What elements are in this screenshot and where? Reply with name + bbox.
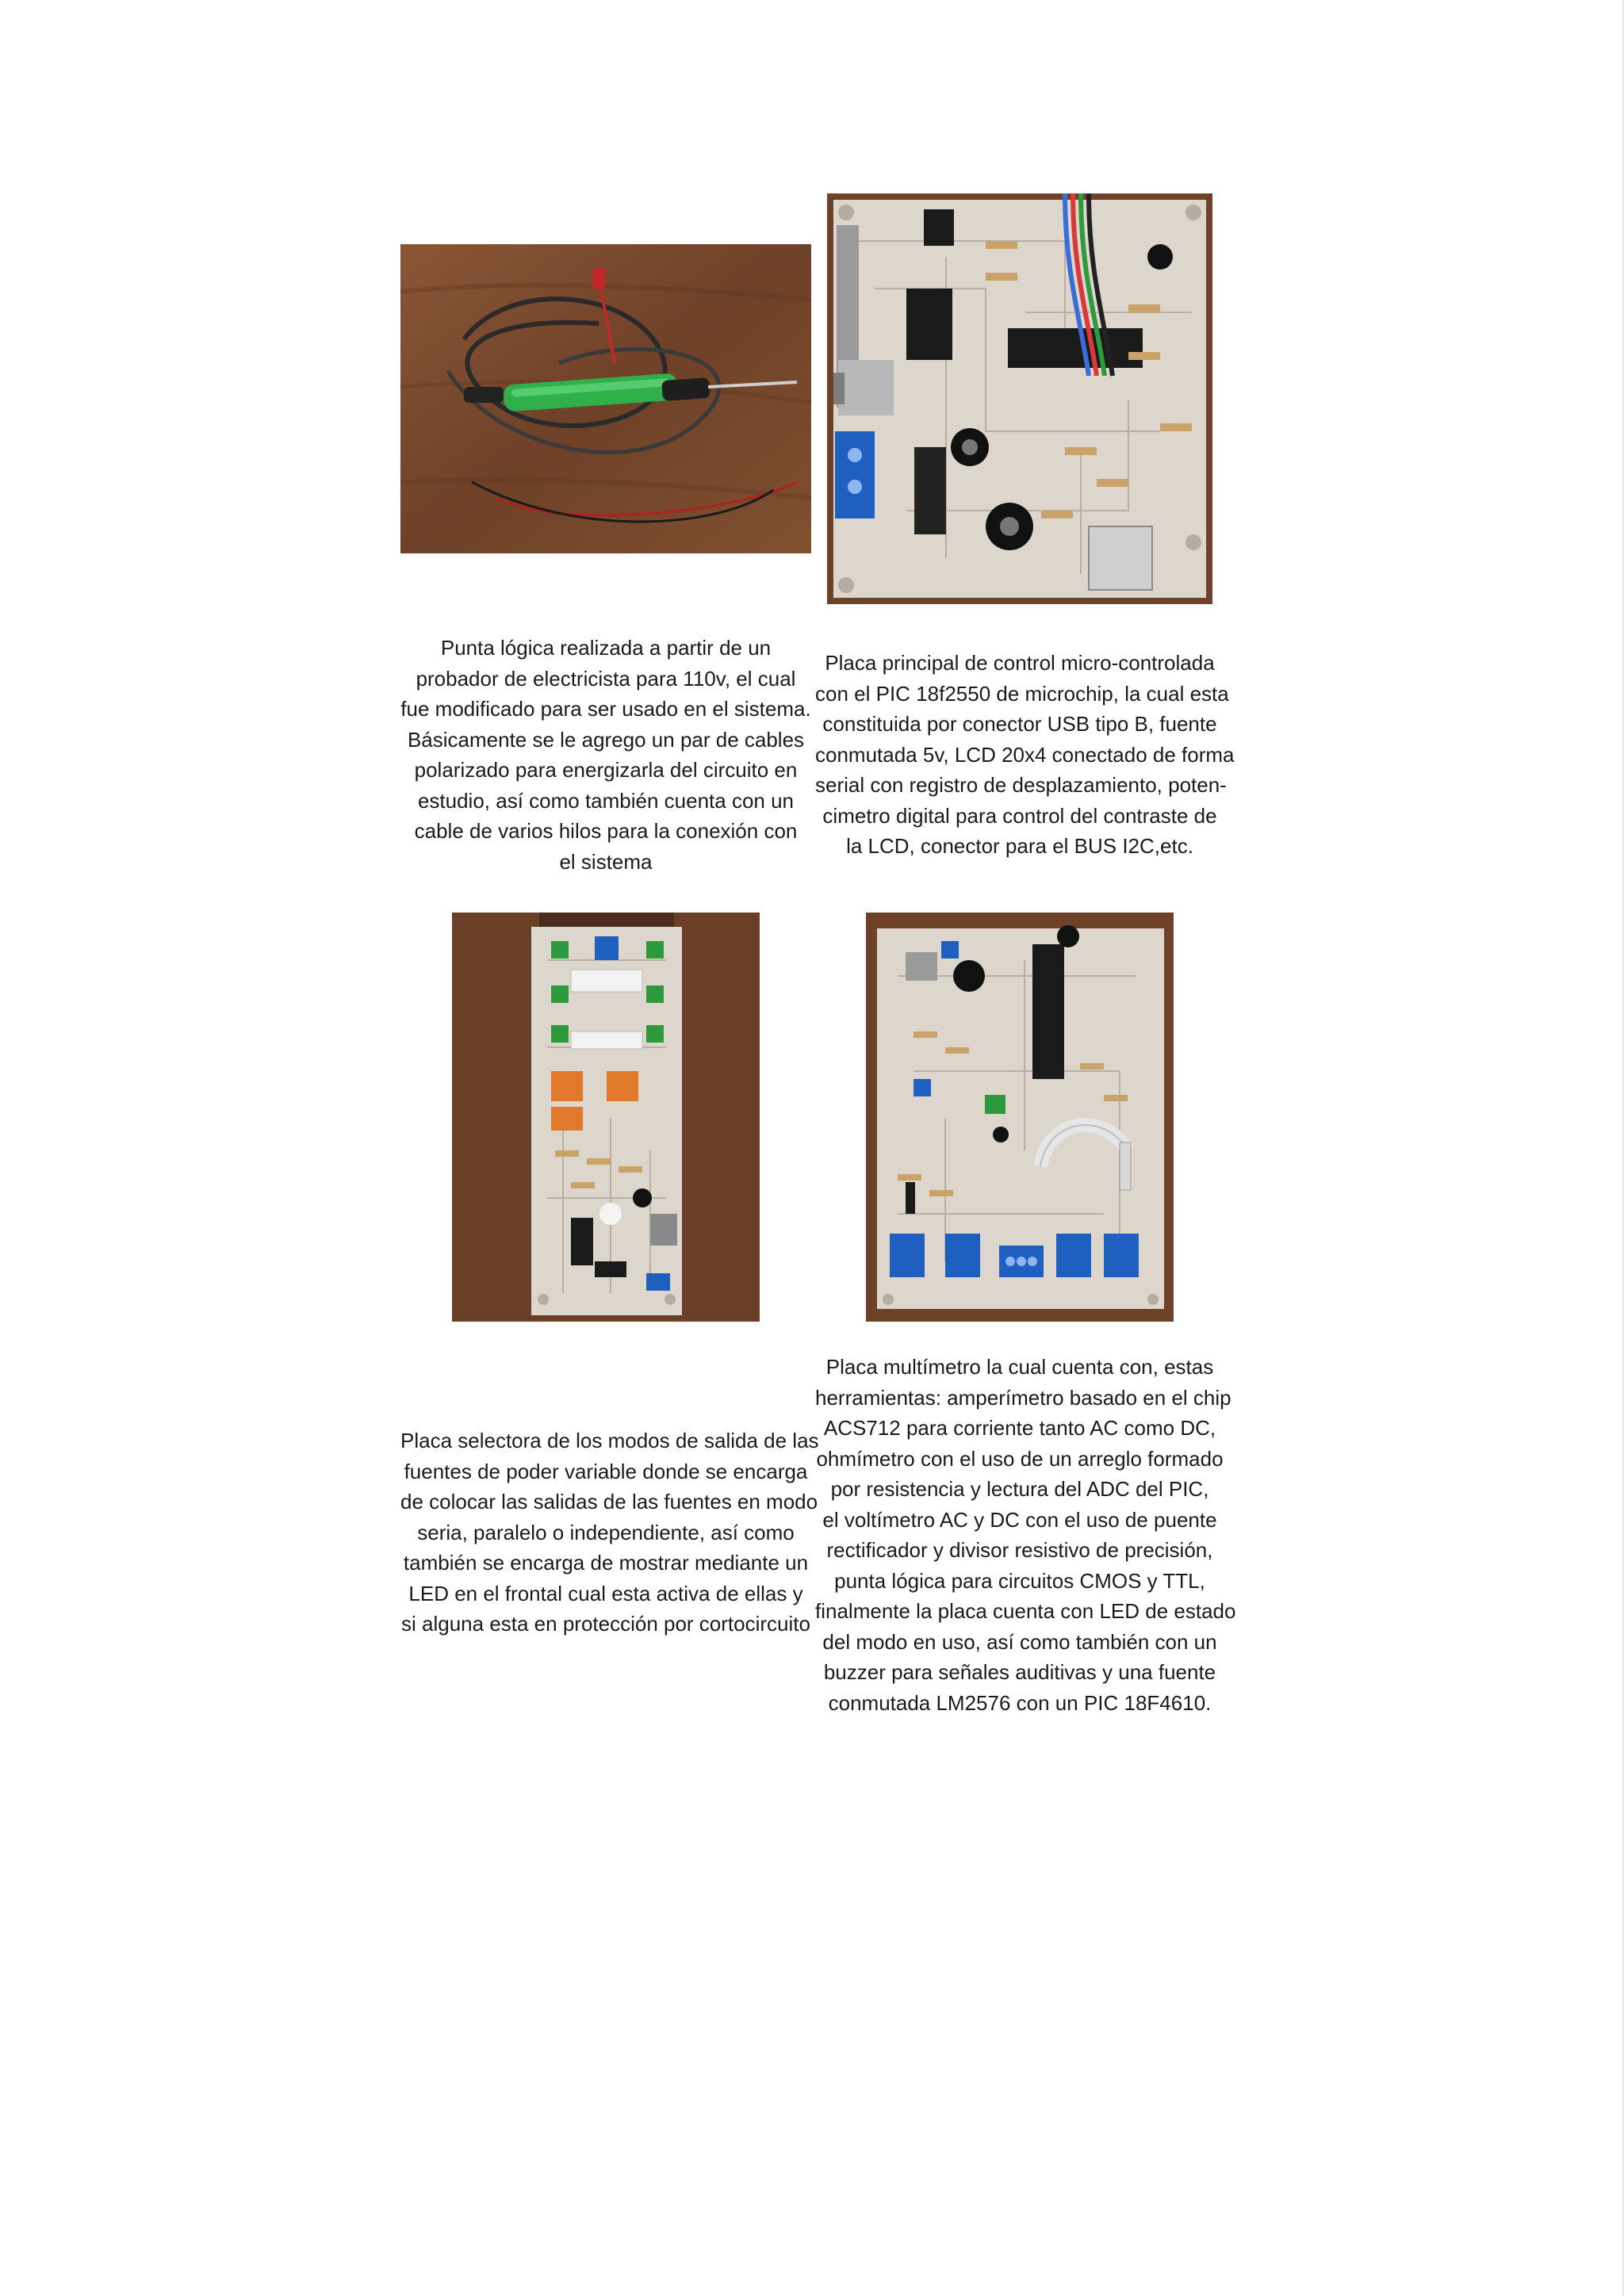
caption-line: fue modificado para ser usado en el sistema. xyxy=(400,697,811,721)
caption-line: seria, paralelo o independiente, así como xyxy=(417,1520,795,1544)
caption-line: por resistencia y lectura del ADC del PIC, xyxy=(830,1477,1209,1501)
caption-line: también se encarga de mostrar mediante un xyxy=(403,1551,809,1575)
selector-board-image xyxy=(452,913,760,1322)
caption-line: Placa multímetro la cual cuenta con, estas xyxy=(825,1355,1214,1379)
caption-line: cable de varios hilos para la conexión con xyxy=(414,819,798,843)
caption-line: del modo en uso, así como también con un xyxy=(822,1629,1217,1654)
selector-board-photo xyxy=(452,913,760,1322)
main-control-board-image xyxy=(827,193,1212,604)
main-control-board-photo xyxy=(827,193,1212,604)
caption-line: Punta lógica realizada a partir de un xyxy=(440,636,772,660)
logic-probe-caption xyxy=(400,633,811,877)
caption-line: ohmímetro con el uso de un arreglo formado xyxy=(816,1446,1224,1471)
caption-line: polarizado para energizarla del circuito en xyxy=(414,758,798,782)
caption-line: cimetro digital para control del contraste de xyxy=(822,803,1217,828)
caption-line: fuentes de poder variable donde se encarga xyxy=(404,1459,808,1483)
page-edge-shadow xyxy=(1621,0,1624,2296)
caption-line: Placa selectora de los modos de salida de las xyxy=(400,1429,819,1452)
caption-line: estudio, así como también cuenta con un xyxy=(417,788,795,813)
caption-line: probador de electricista para 110v, el cual xyxy=(416,666,796,691)
caption-line: con el PIC 18f2550 de microchip, la cual esta xyxy=(815,681,1229,706)
caption-line: conmutada 5v, LCD 20x4 conectado de forma xyxy=(815,742,1235,767)
caption-line: rectificador y divisor resistivo de precisión, xyxy=(826,1538,1213,1562)
caption-line: la LCD, conector para el BUS I2C,etc. xyxy=(846,834,1193,858)
caption-line: el voltímetro AC y DC con el uso de puente xyxy=(822,1507,1217,1532)
caption-line: si alguna esta en protección por cortocircuito xyxy=(401,1612,810,1636)
logic-probe-photo xyxy=(400,244,811,553)
caption-line: LED en el frontal cual esta activa de ellas y xyxy=(408,1581,803,1605)
caption-line: punta lógica para circuitos CMOS y TTL, xyxy=(834,1568,1205,1593)
multimeter-board-photo xyxy=(866,913,1174,1322)
caption-line: Placa principal de control micro-controlada xyxy=(825,651,1215,675)
multimeter-board-image xyxy=(866,913,1174,1322)
caption-line: herramientas: amperímetro basado en el chip xyxy=(815,1385,1231,1410)
selector-board-caption xyxy=(400,1425,819,1640)
multimeter-board-caption xyxy=(815,1352,1236,1718)
main-control-board-caption xyxy=(815,648,1235,862)
caption-line: serial con registro de desplazamiento, poten- xyxy=(815,773,1227,797)
caption-line: conmutada LM2576 con un PIC 18F4610. xyxy=(828,1690,1212,1715)
caption-line: Básicamente se le agrego un par de cables xyxy=(407,727,805,752)
caption-line: de colocar las salidas de las fuentes en modo xyxy=(400,1490,818,1513)
logic-probe-image xyxy=(400,244,811,553)
caption-line: finalmente la placa cuenta con LED de estado xyxy=(815,1599,1236,1623)
caption-line: el sistema xyxy=(559,849,653,874)
caption-line: buzzer para señales auditivas y una fuente xyxy=(823,1660,1216,1684)
caption-line: constituida por conector USB tipo B, fuente xyxy=(822,712,1217,736)
caption-line: ACS712 para corriente tanto AC como DC, xyxy=(823,1416,1216,1440)
